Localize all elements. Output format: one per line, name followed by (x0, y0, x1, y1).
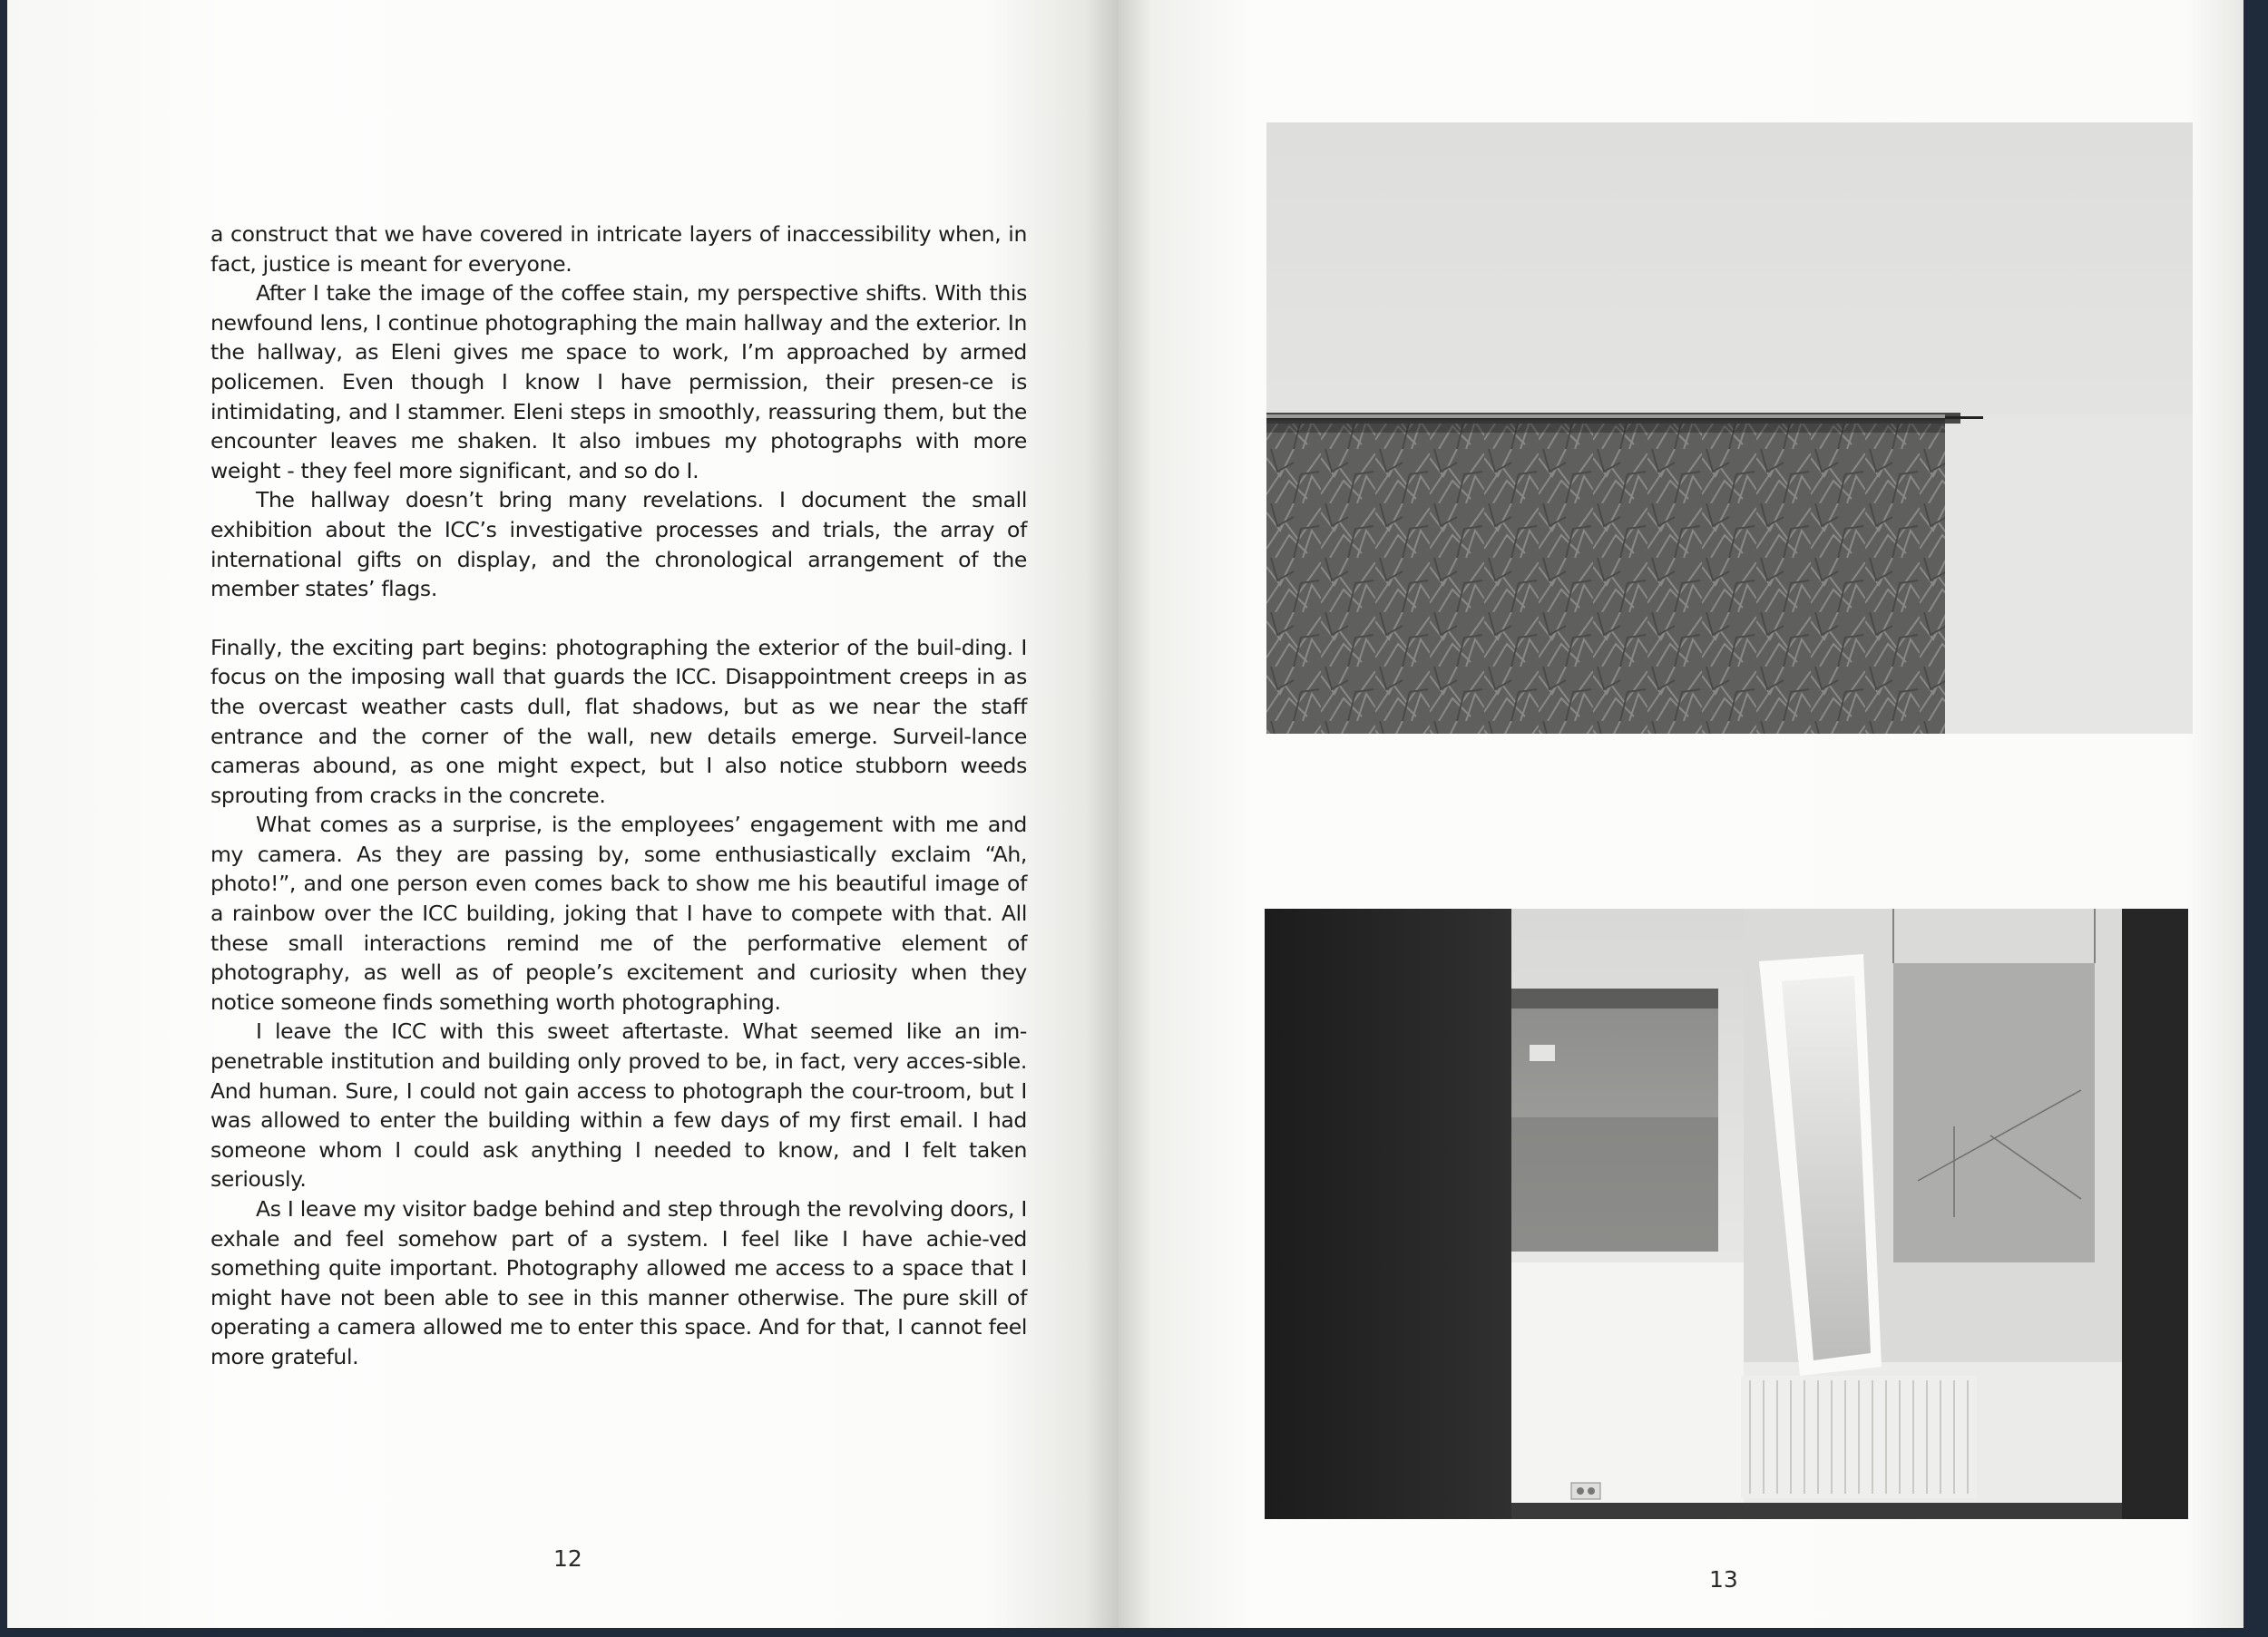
paragraph: What comes as a surprise, is the employees’ engagement with me and my camera. As they are passing by, some enthusiastically exclaim “Ah, photo!”, and one person even comes back to show me his beautiful image of a rainbow over the ICC building, joking that I have to compete with that. All these small interactions remind me of the performative element of photography, as well as of people’s excitement and curiosity when they notice someone finds something worth photographing. (210, 812, 1027, 1015)
paragraph: Finally, the exciting part begins: photographing the exterior of the buil-ding. I focus on the imposing wall that guards the ICC. Disappointment creeps in as the overcast weather casts dull, flat shadows, but as we near the staff entrance and the corner of the wall, new details emerge. Surveil-lance cameras abound, as one might expect, but I also notice stubborn weeds sprouting from cracks in the concrete. (210, 634, 1027, 808)
paragraph: As I leave my visitor badge behind and step through the revolving doors, I exhale and feel somehow part of a system. I feel like I have achie-ved something quite important. Photography allowed me access to a space that I might have not been able to see in this manner otherwise. The pure skill of operating a camera allowed me to enter this space. And for that, I cannot feel more grateful. (210, 1196, 1027, 1369)
paragraph: The hallway doesn’t bring many revelations. I document the small exhibition about the ICC’s investigative processes and trials, the array of international gifts on display, and the chronological arrangement of the member states’ flags. (210, 487, 1027, 602)
paragraph: a construct that we have covered in intricate layers of inaccessibility when, in fact, justice is meant for everyone. (210, 221, 1027, 277)
photo-wall-trees (1266, 122, 2193, 734)
paragraph: After I take the image of the coffee stain, my perspective shifts. With this newfound lens, I continue photographing the main hallway and the exterior. In the hallway, as Eleni gives me space to work, I’m approached by armed policemen. Even though I know I have permission, their presen-ce is intimidating, and I stammer. Eleni steps in smoothly, reassuring them, but the encounter leaves me shaken. It also imbues my photographs with more weight - they feel more significant, and so do I. (210, 280, 1027, 483)
left-page (7, 0, 1119, 1628)
page-number-right: 13 (1709, 1566, 1738, 1593)
body-text (210, 219, 1027, 1372)
photo-interior-room (1265, 909, 2188, 1519)
book-spread (7, 0, 2244, 1628)
page-number-left: 12 (553, 1545, 582, 1572)
paragraph: I leave the ICC with this sweet aftertaste. What seemed like an im-penetrable institution and building only proved to be, in fact, very acces-sible. And human. Sure, I could not gain access to photograph the cour-troom, but I was allowed to enter the building within a few days of my first email. I had someone whom I could ask anything I needed to know, and I felt taken seriously. (210, 1018, 1027, 1193)
